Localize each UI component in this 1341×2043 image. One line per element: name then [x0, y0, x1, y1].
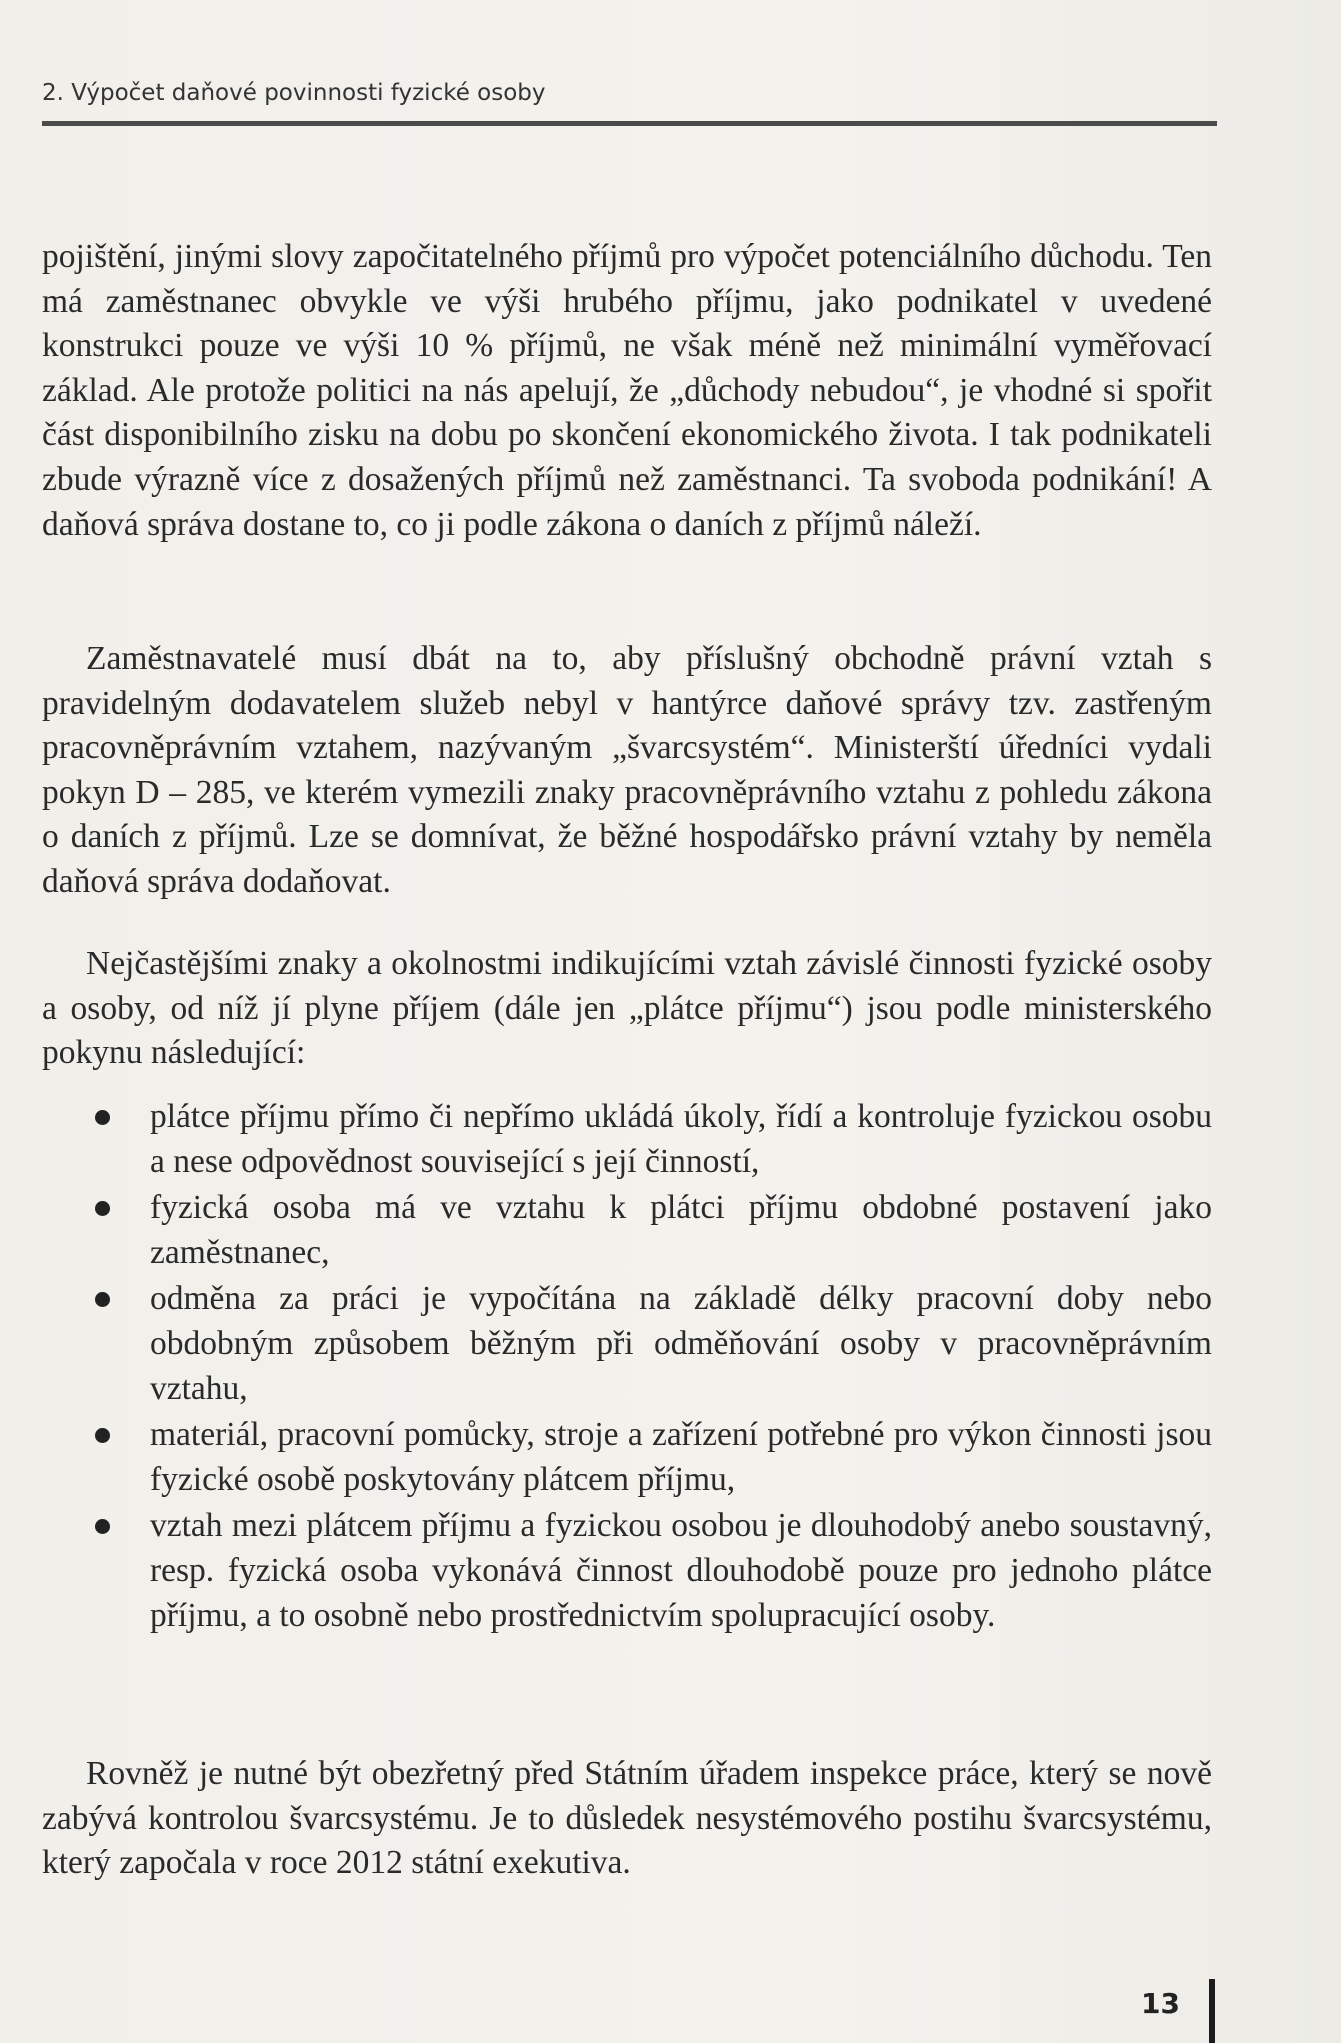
paragraph-3-text: Nejčastějšími znaky a okolnostmi indikujícími vztah závislé činnosti fyzické osoby a osoby, od níž jí plyne příjem (dále jen „plátce příjmu“) jsou podle ministerského pokynu následující:: [42, 945, 1212, 1072]
bullet-icon: [95, 1428, 110, 1443]
paragraph-4: [42, 1752, 1212, 1886]
paragraph-2: [42, 637, 1212, 905]
list-item-text: materiál, pracovní pomůcky, stroje a zařízení potřebné pro výkon činnosti jsou fyzické osobě poskytovány plátcem příjmu,: [150, 1416, 1212, 1498]
paragraph-1: pojištění, jinými slovy započitatelného příjmů pro výpočet potenciálního důchodu. Ten má zaměstnanec obvykle ve výši hrubého příjmu, jako podnikatel v uvedené konstrukci pouze ve výši 10 % příjmů, ne však méně než minimální vyměřovací základ. Ale protože politici na nás apelují, že „důchody nebudou“, je vhodné si spořit část disponibilního zisku na dobu po skončení ekonomického života. I tak podnikateli zbude výrazně více z dosažených příjmů než zaměstnanci. Ta svoboda podnikání! A daňová správa dostane to, co ji podle zákona o daních z příjmů náleží.: [42, 238, 1212, 543]
page-number-bar: [1209, 1979, 1215, 2043]
paragraph-2-text: Zaměstnavatelé musí dbát na to, aby příslušný obchodně právní vztah s pravidelným dodavatelem služeb nebyl v hantýrce daňové správy tzv. zastřeným pracovněprávním vztahem, nazývaným „švarcsystém“. Ministerští úředníci vydali pokyn D – 285, ve kterém vymezili znaky pracovněprávního vztahu z pohledu zákona o daních z příjmů. Lze se domnívat, že běžné hospodářsko právní vztahy by neměla daňová správa dodaňovat.: [42, 640, 1212, 900]
header-rule: [42, 121, 1217, 126]
list-item: [42, 1277, 1212, 1411]
list-item-text: plátce příjmu přímo či nepřímo ukládá úkoly, řídí a kontroluje fyzickou osobu a nese odpovědnost související s její činností,: [150, 1098, 1212, 1180]
bullet-list: [42, 1095, 1212, 1640]
list-item-text: vztah mezi plátcem příjmu a fyzickou osobou je dlouhodobý anebo soustavný, resp. fyzická osoba vykonává činnost dlouhodobě pouze pro jednoho plátce příjmu, a to osobně nebo prostřednictvím spolupracující osoby.: [150, 1507, 1212, 1634]
list-item-text: fyzická osoba má ve vztahu k plátci příjmu obdobné postavení jako zaměstnanec,: [150, 1189, 1212, 1271]
bullet-icon: [95, 1519, 110, 1534]
bullet-icon: [95, 1292, 110, 1307]
list-item: [42, 1186, 1212, 1275]
running-header: 2. Výpočet daňové povinnosti fyzické osoby: [42, 80, 546, 106]
list-item: [42, 1095, 1212, 1184]
bullet-icon: [95, 1201, 110, 1216]
list-item: [42, 1504, 1212, 1638]
list-item-text: odměna za práci je vypočítána na základě délky pracovní doby nebo obdobným způsobem běžným při odměňování osoby v pracovněprávním vztahu,: [150, 1280, 1212, 1407]
bullet-icon: [95, 1110, 110, 1125]
paragraph-3: [42, 942, 1212, 1076]
paragraph-4-text: Rovněž je nutné být obezřetný před Státním úřadem inspekce práce, který se nově zabývá kontrolou švarcsystému. Je to důsledek nesystémového postihu švarcsystému, který započala v roce 2012 státní exekutiva.: [42, 1755, 1212, 1882]
list-item: [42, 1413, 1212, 1502]
page-number: 13: [1141, 1987, 1180, 2020]
